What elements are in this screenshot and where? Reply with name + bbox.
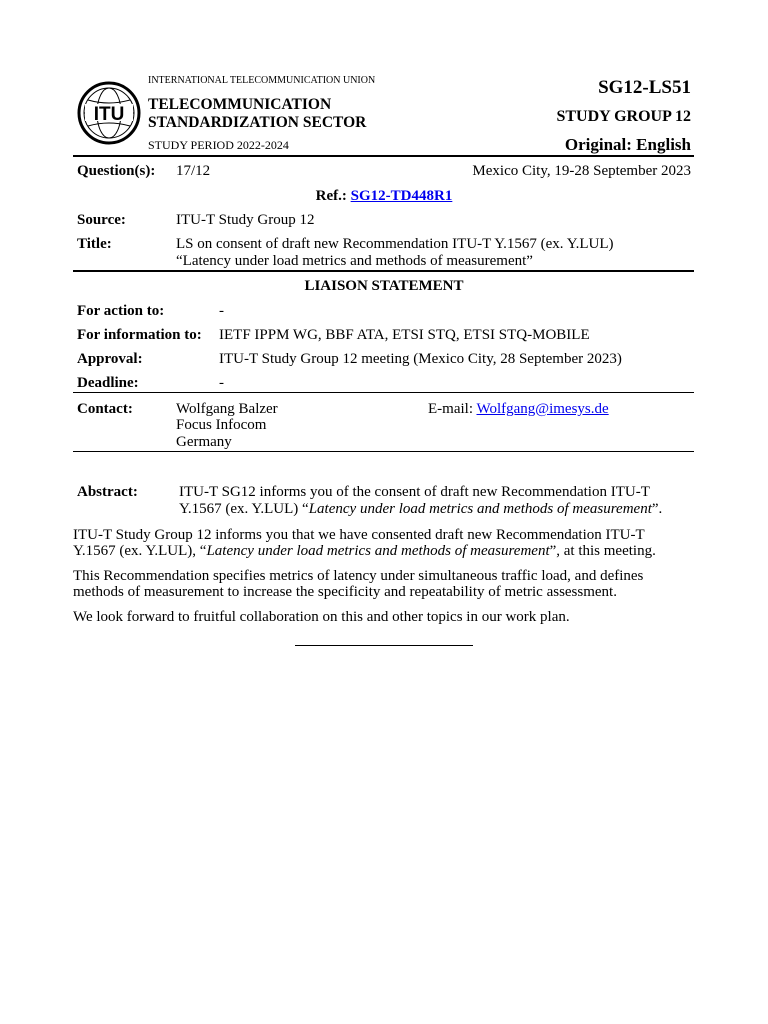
study-group: STUDY GROUP 12 [556,108,691,125]
liaison-heading: LIAISON STATEMENT [304,278,464,294]
union-name: INTERNATIONAL TELECOMMUNICATION UNION [148,75,376,86]
study-period: STUDY PERIOD 2022-2024 [148,138,289,152]
end-rule [295,645,473,646]
action-label: For action to: [77,303,165,319]
body-p2-line-1: This Recommendation specifies metrics of latency under simultaneous traffic load, and defines [73,568,644,584]
itu-logo [76,80,142,146]
ref-link[interactable]: SG12-TD448R1 [350,188,453,204]
abstract-line-2-post: ”. [651,501,663,517]
deadline-label: Deadline: [77,375,139,391]
svg-text:ITU: ITU [93,104,125,125]
body-p1-line-2-pre: Y.1567 (ex. Y.LUL), “ [73,543,207,559]
approval-label: Approval: [77,351,143,367]
body-p1-line-1: ITU-T Study Group 12 informs you that we have consented draft new Recommendation ITU-T [73,527,645,543]
body-p1-line-2 [73,543,656,560]
contact-divider [73,451,694,452]
title-line-2: “Latency under load metrics and methods of measurement” [176,253,533,269]
reference [0,188,768,205]
contact-country: Germany [176,434,232,450]
place-date: Mexico City, 19-28 September 2023 [472,163,691,179]
source-label: Source: [77,212,126,228]
abstract-label: Abstract: [77,484,138,500]
contact-label: Contact: [77,401,133,417]
deadline-value: - [219,375,224,391]
info-label: For information to: [77,327,202,343]
email-label: E-mail: [428,401,473,417]
original-language: Original: English [564,135,691,154]
source-value: ITU-T Study Group 12 [176,212,315,228]
body-p1-line-2-post: ”, at this meeting. [549,543,656,559]
title-label: Title: [77,236,112,252]
info-value: IETF IPPM WG, BBF ATA, ETSI STQ, ETSI STQ-MOBILE [219,327,590,343]
body-p2-line-2: methods of measurement to increase the specificity and repeatability of metric assessment. [73,584,617,600]
email-link[interactable]: Wolfgang@imesys.de [476,401,609,417]
sector-line-1: TELECOMMUNICATION [148,96,332,113]
abstract-line-1: ITU-T SG12 informs you of the consent of draft new Recommendation ITU-T [179,484,650,500]
title-divider [73,270,694,272]
contact-email [428,401,609,418]
itu-globe-icon [76,80,142,146]
abstract-line-2 [179,501,662,518]
body-p3: We look forward to fruitful collaboration on this and other topics in our work plan. [73,609,570,625]
document-id: SG12-LS51 [598,77,691,98]
approval-value: ITU-T Study Group 12 meeting (Mexico City, 28 September 2023) [219,351,622,367]
ref-label: Ref.: [315,188,347,204]
header-divider [73,155,694,157]
sector-line-2: STANDARDIZATION SECTOR [148,114,367,131]
contact-org: Focus Infocom [176,417,267,433]
liaison-divider [73,392,694,393]
contact-name: Wolfgang Balzer [176,401,278,417]
action-value: - [219,303,224,319]
title-line-1: LS on consent of draft new Recommendation ITU-T Y.1567 (ex. Y.LUL) [176,236,614,252]
abstract-line-2-italic: Latency under load metrics and methods of measurement [308,501,652,517]
abstract-line-2-pre: Y.1567 (ex. Y.LUL) “ [179,501,309,517]
body-p1-line-2-italic: Latency under load metrics and methods of measurement [206,543,550,559]
questions-value: 17/12 [176,163,211,179]
questions-label: Question(s): [77,163,156,179]
